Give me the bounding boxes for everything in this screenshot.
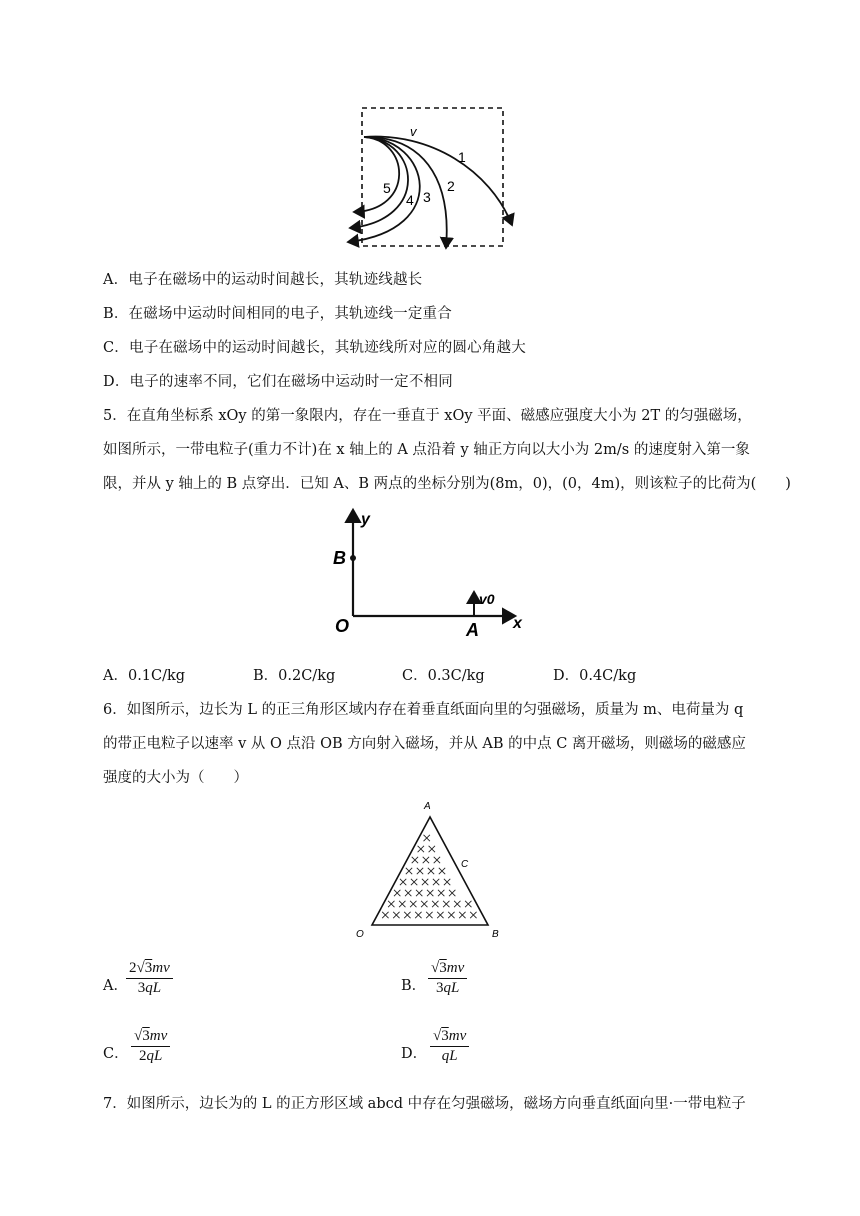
field-cross [437,912,443,918]
q6-option-d-letter: D． [401,1046,428,1062]
q6-figure [350,795,510,945]
radicand: 3 [142,1028,150,1044]
q6-text-line-2: 的带正电粒子以速率 v 从 O 点沿 OB 方向射入磁场，并从 AB 的中点 C 离开磁场，则磁场的磁感应 [103,736,746,752]
field-cross [411,879,417,885]
curve-label-3: 3 [423,189,431,205]
field-cross [400,879,406,885]
q5-option-c: C．0.3C/kg [402,668,485,684]
y-axis-label: y [361,511,370,528]
field-cross [405,890,411,896]
q6-option-d-fraction: $\frac{√3mv}{qL}$ [430,1028,469,1065]
field-cross [388,901,394,907]
field-cross [410,901,416,907]
point-b [350,555,356,561]
q6-option-c-fraction: $\frac{√3mv}{2qL}$ [131,1028,170,1065]
curve-label-4: 4 [406,192,414,208]
field-cross [418,846,424,852]
coef: 2 [129,960,137,976]
q6-option-a-letter: A． [103,978,128,994]
q5-option-a: A．0.1C/kg [103,668,186,684]
field-cross [470,912,476,918]
field-cross [399,901,405,907]
numerator-rest: mv [149,1028,168,1044]
field-cross [424,835,430,841]
vertex-a-label: A [424,801,431,812]
field-cross [449,890,455,896]
field-cross [444,879,450,885]
field-cross [465,901,471,907]
radicand: 3 [439,960,447,976]
field-cross [429,846,435,852]
x-axis-label: x [513,615,522,632]
v0-label: v0 [479,591,495,607]
field-cross [433,879,439,885]
q4-option-b: B．在磁场中运动时间相同的电子，其轨迹线一定重合 [103,306,452,322]
numerator-rest: mv [448,1028,467,1044]
point-b-label: B [333,548,346,568]
field-cross [448,912,454,918]
numerator-rest: mv [152,960,170,976]
field-cross [426,912,432,918]
field-cross [423,857,429,863]
q5-text-line-1: 5．在直角坐标系 xOy 的第一象限内，存在一垂直于 xOy 平面、磁感应强度大小为 2T 的匀强磁场， [103,408,752,424]
q6-option-b-letter: B． [401,978,427,994]
field-cross [417,868,423,874]
q6-option-b-fraction: $\frac{√3mv}{3qL}$ [428,960,467,997]
field-cross [416,890,422,896]
numerator-rest: mv [446,960,465,976]
q5-figure [325,502,535,647]
field-cross [434,857,440,863]
q4-option-d: D．电子的速率不同，它们在磁场中运动时一定不相同 [103,374,453,390]
field-cross [439,868,445,874]
q4-option-a: A．电子在磁场中的运动时间越长，其轨迹线越长 [103,272,423,288]
field-cross [427,890,433,896]
velocity-label: v [410,124,417,139]
q5-text-line-2: 如图所示，一带电粒子(重力不计)在 x 轴上的 A 点沿着 y 轴正方向以大小为 2m/s 的速度射入第一象 [103,442,750,458]
vertex-b-label: B [492,929,499,940]
trajectory-4 [350,137,408,228]
field-cross [382,912,388,918]
denominator: qL [441,1048,458,1064]
radicand: 3 [441,1028,449,1044]
field-cross [394,890,400,896]
field-boundary-dashed [362,108,503,246]
field-cross [393,912,399,918]
field-cross [404,912,410,918]
q7-text-line-1: 7．如图所示，边长为的 L 的正方形区域 abcd 中存在匀强磁场，磁场方向垂直纸面向里·一带电粒子 [103,1096,746,1112]
vertex-c-label: C [461,859,469,870]
q5-text-line-3: 限，并从 y 轴上的 B 点穿出．已知 A、B 两点的坐标分别为(8m，0)，(0，4m)，则该粒子的比荷为( ) [103,476,791,492]
field-cross [406,868,412,874]
field-cross [422,879,428,885]
field-cross [454,901,460,907]
q6-option-a-fraction: $\frac{2√3mv}{3qL}$ [126,960,173,997]
q5-option-b: B．0.2C/kg [253,668,336,684]
q4-option-c: C．电子在磁场中的运动时间越长，其轨迹线所对应的圆心角越大 [103,340,526,356]
field-cross [415,912,421,918]
q4-figure [340,100,520,255]
curve-label-1: 1 [458,149,466,165]
field-cross [432,901,438,907]
q5-option-d: D．0.4C/kg [553,668,637,684]
field-cross [443,901,449,907]
q6-text-line-1: 6．如图所示，边长为 L 的正三角形区域内存在着垂直纸面向里的匀强磁场，质量为 m、电荷量为 q [103,702,744,718]
q6-text-line-3: 强度的大小为（ ） [103,770,248,786]
field-cross [428,868,434,874]
curve-label-2: 2 [447,178,455,194]
point-a-label: A [466,620,479,640]
origin-label: O [335,616,350,636]
field-cross [412,857,418,863]
q6-option-c-letter: C． [103,1046,129,1062]
radicand: 3 [144,960,153,976]
vertex-o-label: O [356,929,364,940]
triangle-region [372,817,488,925]
field-cross [421,901,427,907]
field-cross [459,912,465,918]
field-cross [438,890,444,896]
curve-label-5: 5 [383,180,391,196]
